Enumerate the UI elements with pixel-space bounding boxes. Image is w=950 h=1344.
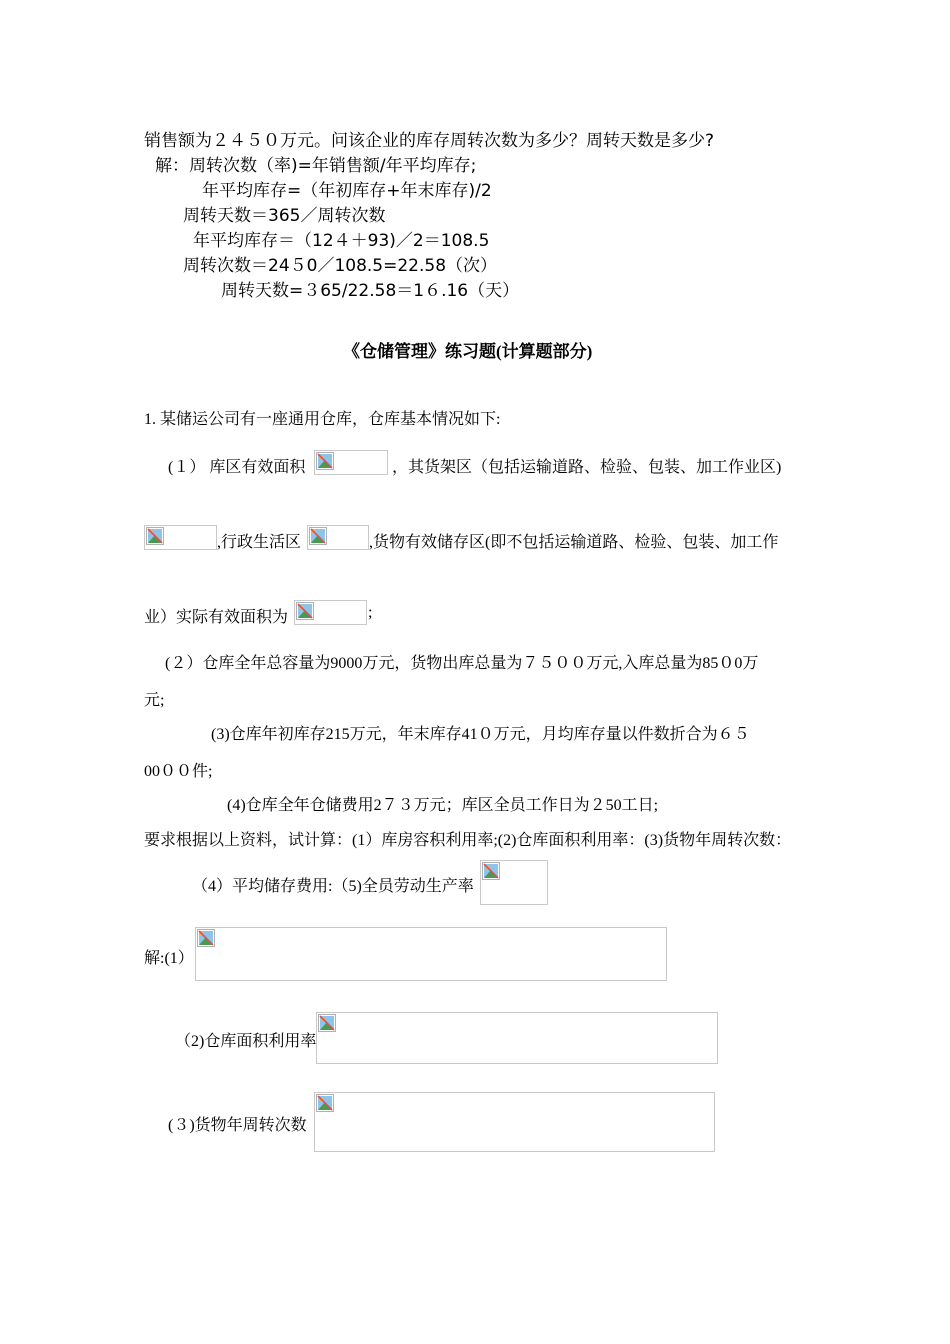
text-line: 周转次数＝24５0／108.5=22.58（次） bbox=[183, 256, 498, 276]
text-line: 年平均库存=（年初库存+年末库存)/2 bbox=[202, 181, 492, 201]
formula-image bbox=[144, 525, 217, 550]
text-line: (２）仓库全年总容量为9000万元，货物出库总量为７５００万元,入库总量为85０0万 bbox=[165, 655, 759, 672]
broken-image-icon bbox=[318, 1014, 336, 1032]
formula-image bbox=[480, 860, 548, 905]
answer-label: （2)仓库面积利用率 bbox=[175, 1033, 317, 1050]
question-intro: 1. 某储运公司有一座通用仓库，仓库基本情况如下: bbox=[144, 411, 501, 428]
broken-image-icon bbox=[482, 862, 500, 880]
page-title: 《仓储管理》练习题(计算题部分) bbox=[343, 342, 593, 361]
text-line: 年平均库存＝（12４＋93)／2＝108.5 bbox=[193, 231, 490, 251]
broken-image-icon bbox=[146, 527, 164, 545]
broken-image-icon bbox=[316, 452, 334, 470]
formula-image bbox=[294, 600, 367, 625]
formula-image bbox=[314, 1092, 715, 1152]
text-line: 元; bbox=[144, 692, 165, 709]
text-line: ; bbox=[368, 604, 373, 621]
formula-image bbox=[307, 525, 369, 550]
requirements: 要求根据以上资料，试计算：(1）库房容积利用率;(2)仓库面积利用率：(3)货物年周转次数： bbox=[144, 832, 792, 849]
text-line: 周转天数＝365／周转次数 bbox=[183, 206, 386, 226]
broken-image-icon bbox=[316, 1094, 334, 1112]
answer-label: 解:(1） bbox=[144, 950, 194, 967]
text-line: ,货物有效储存区(即不包括运输道路、检验、包装、加工作 bbox=[369, 534, 779, 551]
text-line: ，其货架区（包括运输道路、检验、包装、加工作业区) bbox=[392, 459, 782, 476]
text-line: (3)仓库年初库存215万元，年末库存41０万元，月均库存量以件数折合为６５ bbox=[211, 726, 750, 743]
text-line: (１） 库区有效面积 bbox=[168, 459, 306, 476]
formula-image bbox=[316, 1012, 718, 1064]
text-line: （4）平均储存费用:（5)全员劳动生产率 bbox=[192, 878, 474, 895]
text-line: 00００件; bbox=[144, 763, 213, 780]
text-line: 销售额为２４５０万元。问该企业的库存周转次数为多少？周转天数是多少? bbox=[144, 131, 715, 151]
formula-image bbox=[314, 450, 388, 475]
text-line: 周转天数=３65/22.58＝1６.16（天） bbox=[221, 281, 520, 301]
broken-image-icon bbox=[296, 602, 314, 620]
broken-image-icon bbox=[197, 929, 215, 947]
text-line: (4)仓库全年仓储费用2７３万元；库区全员工作日为２50工日; bbox=[227, 797, 659, 814]
text-line: 解：周转次数（率)=年销售额/年平均库存; bbox=[155, 156, 477, 176]
text-line: 业）实际有效面积为 bbox=[144, 609, 289, 626]
formula-image bbox=[195, 927, 667, 981]
answer-label: (３)货物年周转次数 bbox=[168, 1117, 307, 1134]
broken-image-icon bbox=[309, 527, 327, 545]
text-line: ,行政生活区 bbox=[217, 534, 302, 551]
